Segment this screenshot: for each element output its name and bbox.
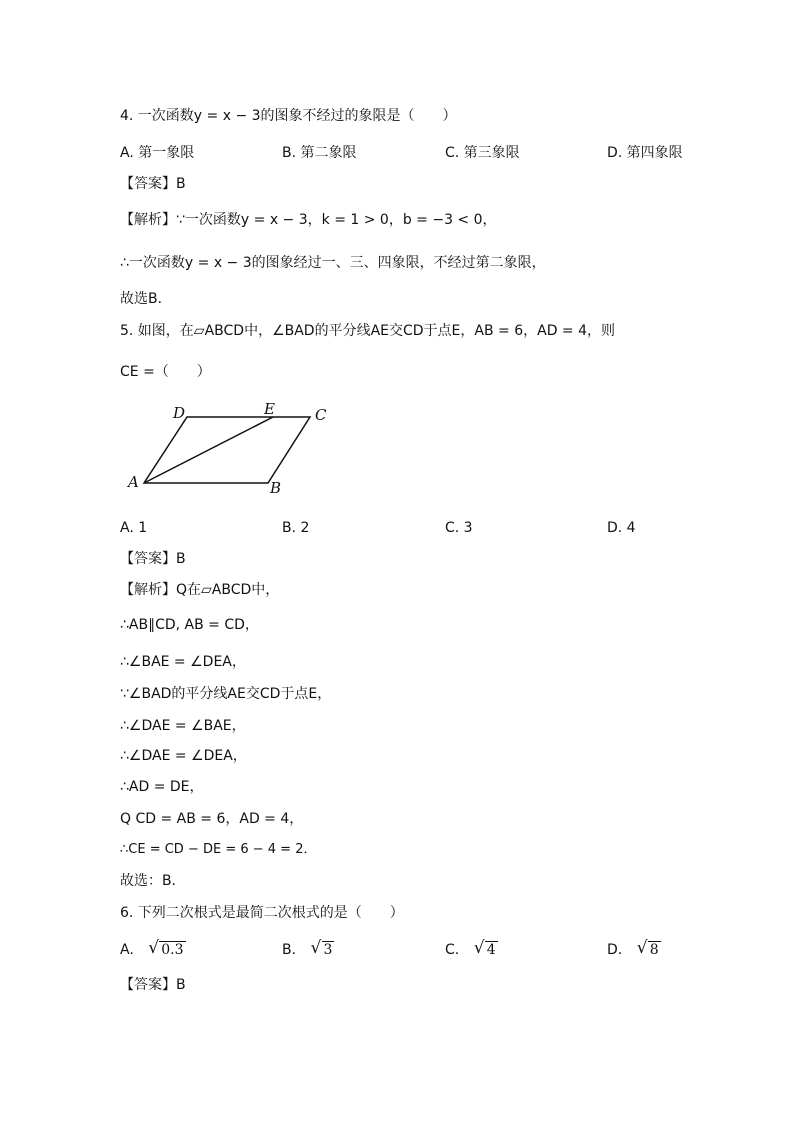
radical-sign-icon: √ (310, 938, 322, 958)
q4-answer: 【答案】B (120, 176, 186, 192)
q6-option-c (445, 940, 498, 960)
q5-analysis-line-6: ∴∠DAE = ∠DEA， (120, 748, 247, 764)
q6-option-d-radical (637, 940, 661, 960)
parallelogram-figure (120, 398, 350, 498)
vertex-label-c: C (315, 406, 327, 424)
vertex-label-a: A (128, 473, 139, 491)
q5-option-d: D. 4 (607, 520, 636, 536)
q4-option-d: D. 第四象限 (607, 145, 683, 161)
q5-option-c: C. 3 (445, 520, 473, 536)
q5-analysis-line-4: ∵∠BAD的平分线AE交CD于点E， (120, 686, 332, 702)
vertex-label-d: D (173, 404, 186, 422)
q5-analysis-line-9: ∴CE = CD − DE = 6 − 4 = 2． (120, 842, 317, 857)
q6-option-a-label: A. (120, 942, 134, 958)
q6-option-c-radical (474, 940, 498, 960)
q6-option-d-label: D. (607, 942, 623, 958)
q6-option-d-radicand: 8 (649, 942, 659, 958)
q6-option-b-radical (311, 940, 335, 960)
radical-sign-icon: √ (636, 938, 648, 958)
q5-analysis-line-2: ∴AB∥CD, AB = CD， (120, 617, 259, 633)
bisector-ae (144, 417, 273, 483)
q6-option-a-radical (148, 940, 185, 960)
q6-option-b-radicand: 3 (323, 942, 333, 958)
parallelogram-abcd (144, 417, 310, 483)
q6-option-a-radicand: 0.3 (161, 942, 184, 958)
q4-option-c: C. 第三象限 (445, 145, 520, 161)
q5-analysis-line-3: ∴∠BAE = ∠DEA， (120, 654, 246, 670)
q4-analysis-line-3: 故选B． (120, 291, 172, 307)
q6-option-c-label: C. (445, 942, 460, 958)
q5-option-b: B. 2 (282, 520, 310, 536)
q4-analysis-line-2: ∴一次函数y = x − 3的图象经过一、三、四象限，不经过第二象限， (120, 255, 546, 271)
q6-answer: 【答案】B (120, 977, 186, 993)
q4-analysis-line-1: 【解析】∵一次函数y = x − 3，k = 1 > 0，b = −3 < 0， (120, 212, 497, 228)
q6-option-a (120, 940, 186, 960)
vertex-label-b: B (270, 479, 282, 497)
q5-stem-line-2: CE =（ ） (120, 364, 211, 380)
q5-analysis-line-10: 故选：B． (120, 873, 186, 889)
q4-option-b: B. 第二象限 (282, 145, 357, 161)
q5-analysis-line-7: ∴AD = DE， (120, 779, 204, 795)
q5-answer: 【答案】B (120, 551, 186, 567)
q6-option-b-label: B. (282, 942, 297, 958)
q5-analysis-line-5: ∴∠DAE = ∠BAE， (120, 718, 246, 734)
q6-option-b (282, 940, 334, 960)
q5-option-a: A. 1 (120, 520, 148, 536)
q4-stem: 4. 一次函数y = x − 3的图象不经过的象限是（ ） (120, 108, 457, 124)
vertex-label-e: E (264, 400, 275, 418)
q6-option-d (607, 940, 661, 960)
radical-sign-icon: √ (473, 938, 485, 958)
q6-option-c-radicand: 4 (486, 942, 496, 958)
q6-stem: 6. 下列二次根式是最简二次根式的是（ ） (120, 905, 404, 921)
q5-stem-line-1: 5. 如图，在▱ABCD中，∠BAD的平分线AE交CD于点E，AB = 6，AD = 4，则 (120, 323, 616, 339)
q5-analysis-line-8: Q CD = AB = 6，AD = 4， (120, 811, 304, 827)
q4-option-a: A. 第一象限 (120, 145, 195, 161)
radical-sign-icon: √ (148, 938, 160, 958)
q5-analysis-line-1: 【解析】Q在▱ABCD中， (120, 582, 280, 598)
